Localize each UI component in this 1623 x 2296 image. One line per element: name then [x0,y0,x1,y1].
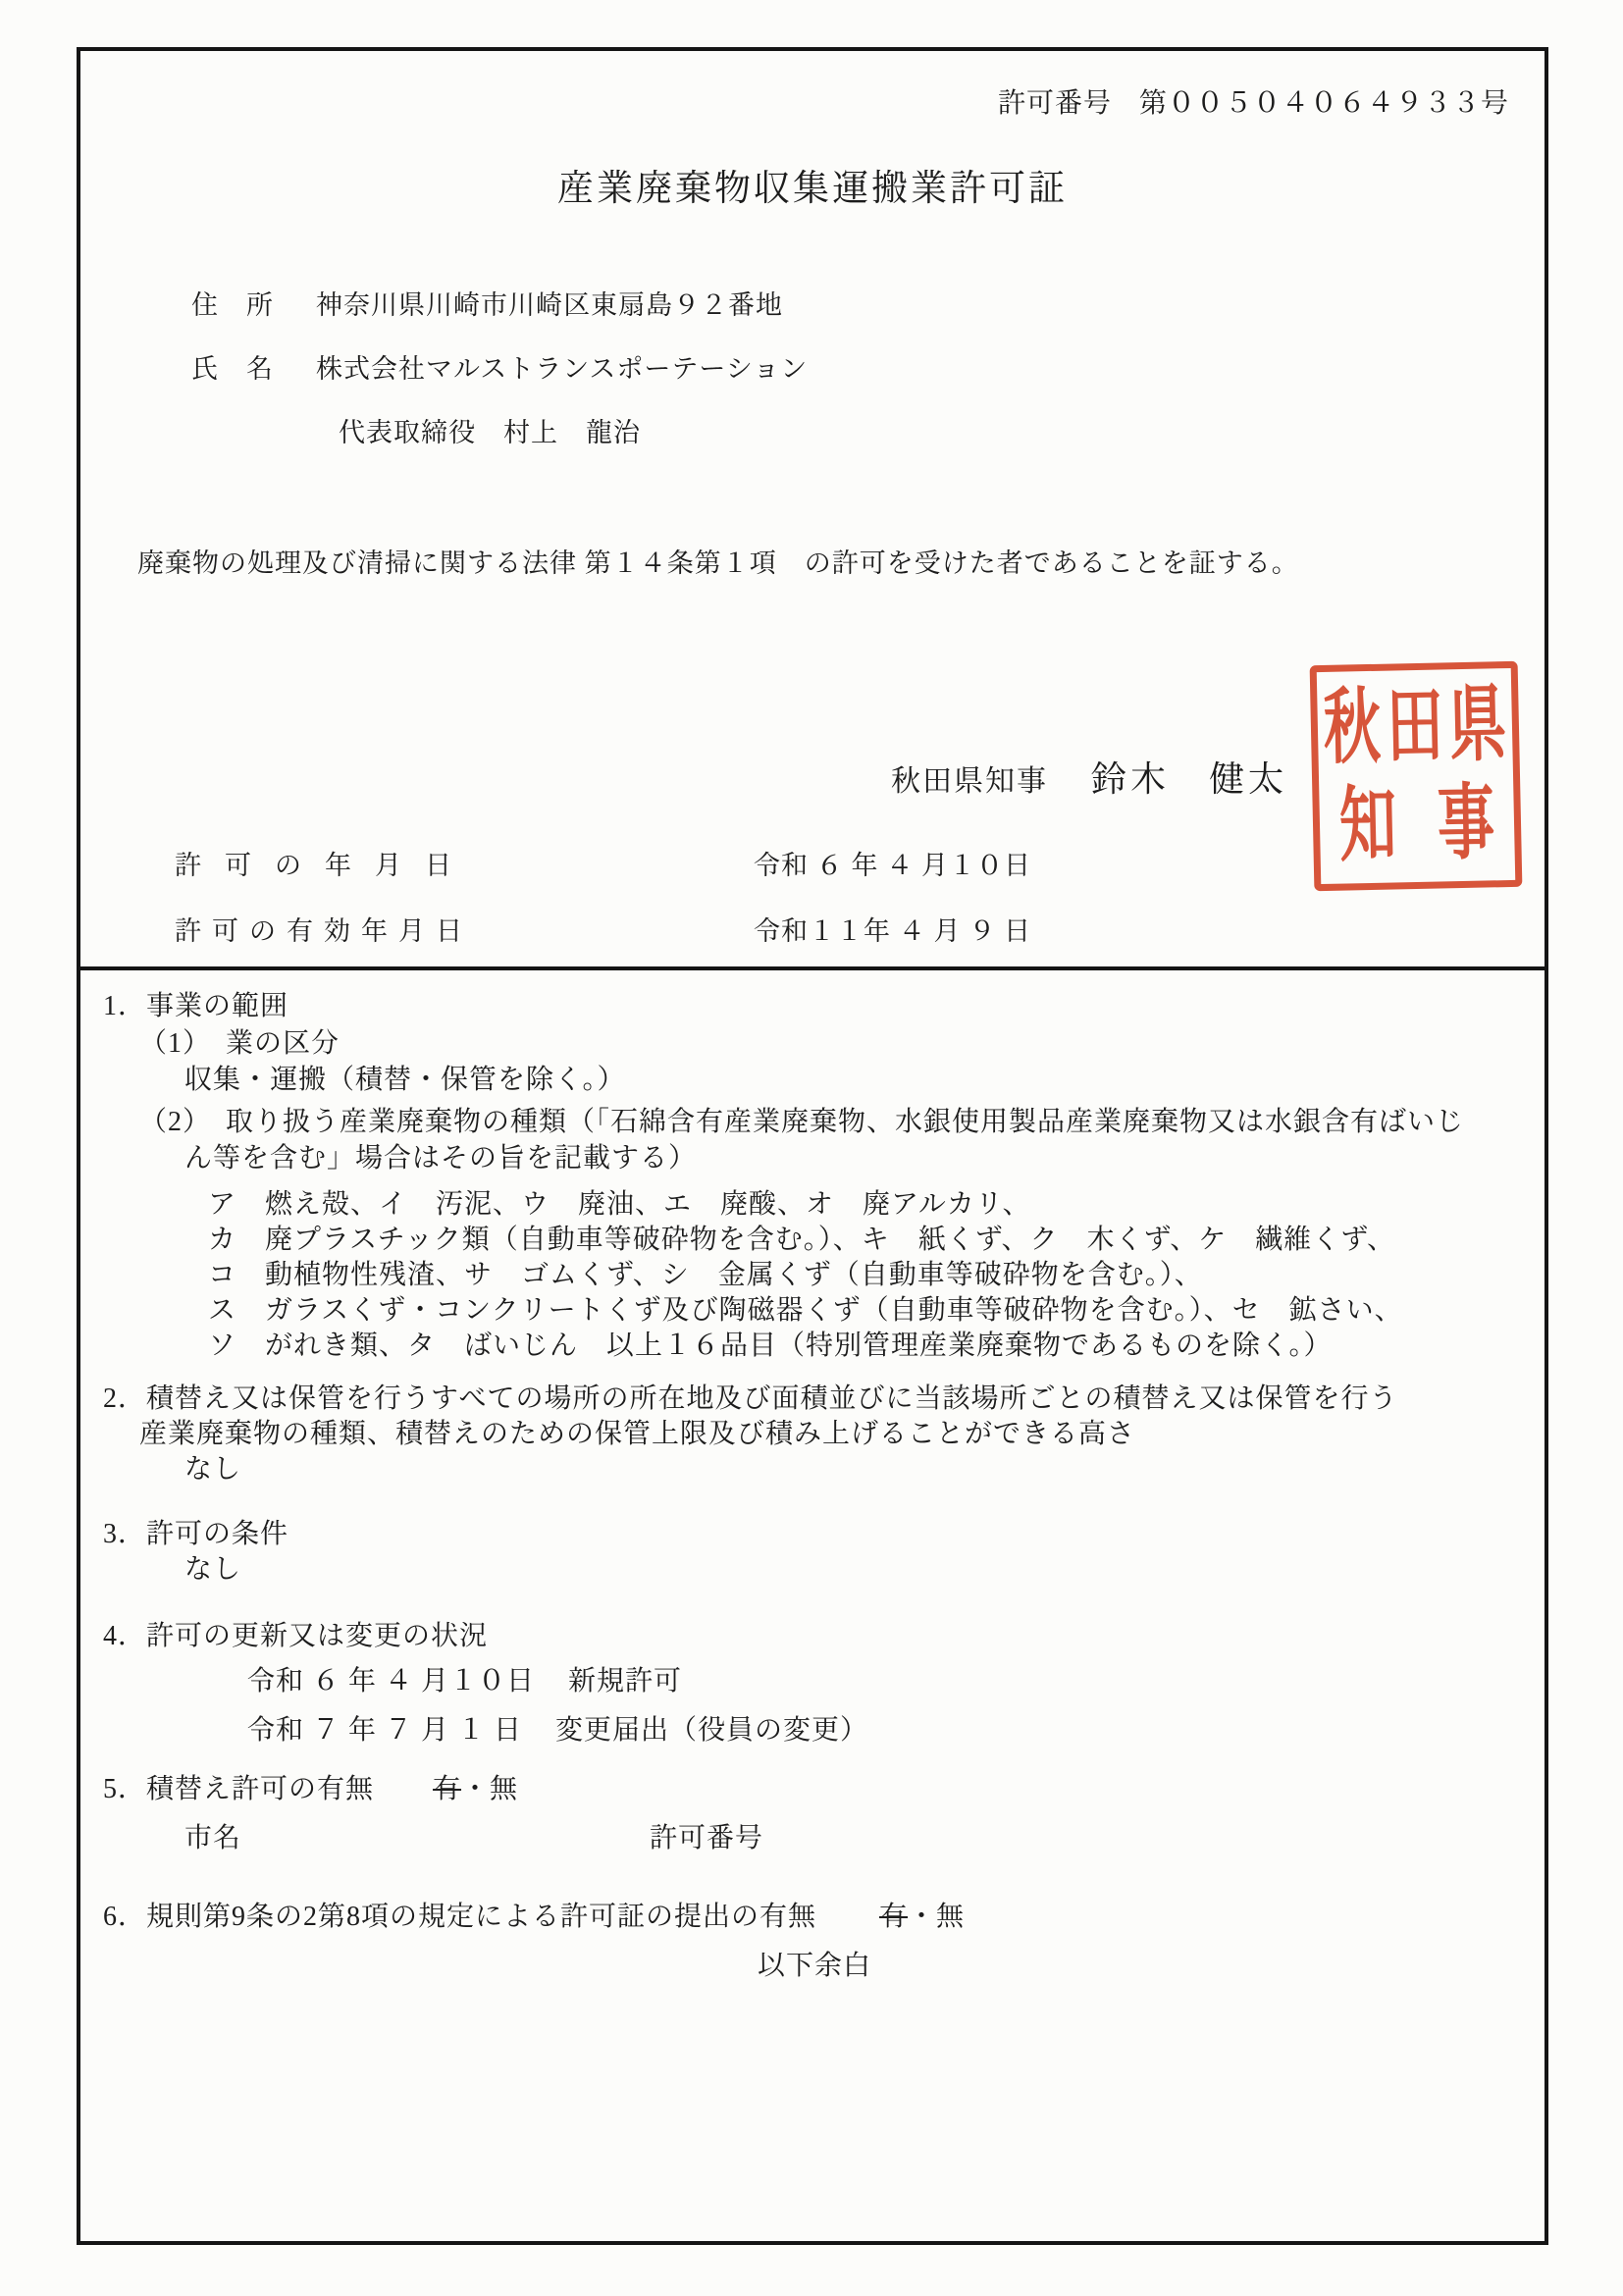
document-title: 産業廃棄物収集運搬業許可証 [557,169,1068,209]
permit-number-label: 許可番号 [997,88,1112,119]
name-row [191,353,274,387]
address-value: 神奈川県川崎市川崎区東扇島９２番地 [316,290,783,320]
section2-line1: 2．積替え又は保管を行うすべての場所の所在地及び面積並びに当該場所ごとの積替え又は保管を行う [103,1383,1398,1414]
section4-entry-desc: 新規許可 [568,1666,683,1696]
permit-number-value: 第００５０４０６４９３３号 [1138,88,1509,119]
seal-char-ji: 事 [1437,776,1496,870]
valid-date-row [175,915,1254,949]
address-label: 住 所 [191,290,274,320]
section4-entry-date: 令和 ７ 年 ７ 月 １ 日 [247,1715,523,1746]
section5-dot: ・ [461,1774,491,1804]
section4-heading: 4．許可の更新又は変更の状況 [103,1621,489,1651]
waste-item-line: ソ がれき類、タ ばいじん 以上１６品目（特別管理産業廃棄物であるものを除く。） [208,1331,1333,1361]
seal-top-row [1322,678,1507,775]
permit-date-value: 令和 ６ 年 ４ 月１０日 [754,851,1031,880]
section1-heading: 1．事業の範囲 [103,991,289,1021]
waste-item-line: ア 燃え殻、イ 汚泥、ウ 廃油、エ 廃酸、オ 廃アルカリ、 [208,1189,1031,1220]
seal-bottom-row [1325,776,1509,873]
valid-date-value: 令和１１年 ４ 月 ９ 日 [754,916,1031,946]
section5-heading-row [103,1772,518,1806]
waste-item-line: ス ガラスくず・コンクリートくず及び陶磁器くず（自動車等破砕物を含む。）、セ 鉱さい、 [208,1295,1403,1326]
section6-heading: 6．規則第9条の2第8項の規定による許可証の提出の有無 [103,1902,817,1932]
governor-name: 鈴木 健太 [1091,759,1288,799]
section5-city-column-label: 市名 [184,1823,242,1853]
section1-sub1-value: 収集・運搬（積替・保管を除く。） [184,1065,626,1095]
permit-number-line [998,86,1509,121]
remainder-blank-note: 以下余白 [758,1951,872,1981]
section3-heading: 3．許可の条件 [103,1519,289,1549]
name-label: 氏 名 [191,354,274,384]
section6-yes-strikethrough: 有 [879,1902,909,1932]
section4-entry-date: 令和 ６ 年 ４ 月１０日 [247,1666,536,1696]
seal-char-aki: 秋 [1322,680,1382,775]
section6-yes-no [879,1902,965,1932]
address-row [191,289,274,323]
governor-title: 秋田県知事 [891,765,1048,798]
seal-char-ken: 県 [1447,678,1507,772]
waste-item-line: カ 廃プラスチック類（自動車等破砕物を含む。）、キ 紙くず、ク 木くず、ケ 繊維くず、 [208,1225,1396,1255]
representative-name: 代表取締役 村上 龍治 [339,418,641,447]
section1-sub1-label: （1） 業の区分 [139,1028,340,1059]
section3-value: なし [184,1554,242,1585]
section5-no: 無 [490,1774,519,1804]
section6-heading-row [103,1900,965,1934]
section6-no: 無 [936,1902,966,1932]
permit-date-label: 許可の年月日 [175,851,475,880]
seal-char-ta: 田 [1385,679,1444,774]
valid-date-label: 許可の有効年月日 [175,916,473,946]
section2-line2: 産業廃棄物の種類、積替えのための保管上限及び積み上げることができる高さ [139,1419,1136,1449]
section6-dot: ・ [908,1902,937,1932]
section5-heading: 5．積替え許可の有無 [103,1774,375,1804]
governor-seal-stamp [1310,661,1523,891]
section5-yes-no [433,1774,518,1804]
permit-date-row [175,850,1254,883]
certification-text: 廃棄物の処理及び清掃に関する法律 第１４条第１項 の許可を受けた者であることを証する。 [137,548,1299,578]
waste-item-line: コ 動植物性残渣、サ ゴムくず、シ 金属くず（自動車等破砕物を含む。）、 [208,1260,1203,1290]
section4-entry-desc: 変更届出（役員の変更） [555,1715,869,1746]
issuer-row [891,757,1287,802]
section4-entry [247,1713,868,1748]
section1-sub2-line1: （2） 取り扱う産業廃棄物の種類（「石綿含有産業廃棄物、水銀使用製品産業廃棄物又は水銀含有ばいじ [139,1107,1465,1137]
section5-yes-strikethrough: 有 [433,1774,462,1804]
company-name: 株式会社マルストランスポーテーション [316,354,809,384]
section4-entry [247,1664,682,1698]
section1-sub2-line2: ん等を含む」場合はその旨を記載する） [184,1143,698,1174]
section-divider-line [77,966,1548,970]
section2-value: なし [184,1454,242,1485]
seal-char-chi: 知 [1338,778,1398,873]
section5-permit-column-label: 許可番号 [650,1823,764,1853]
